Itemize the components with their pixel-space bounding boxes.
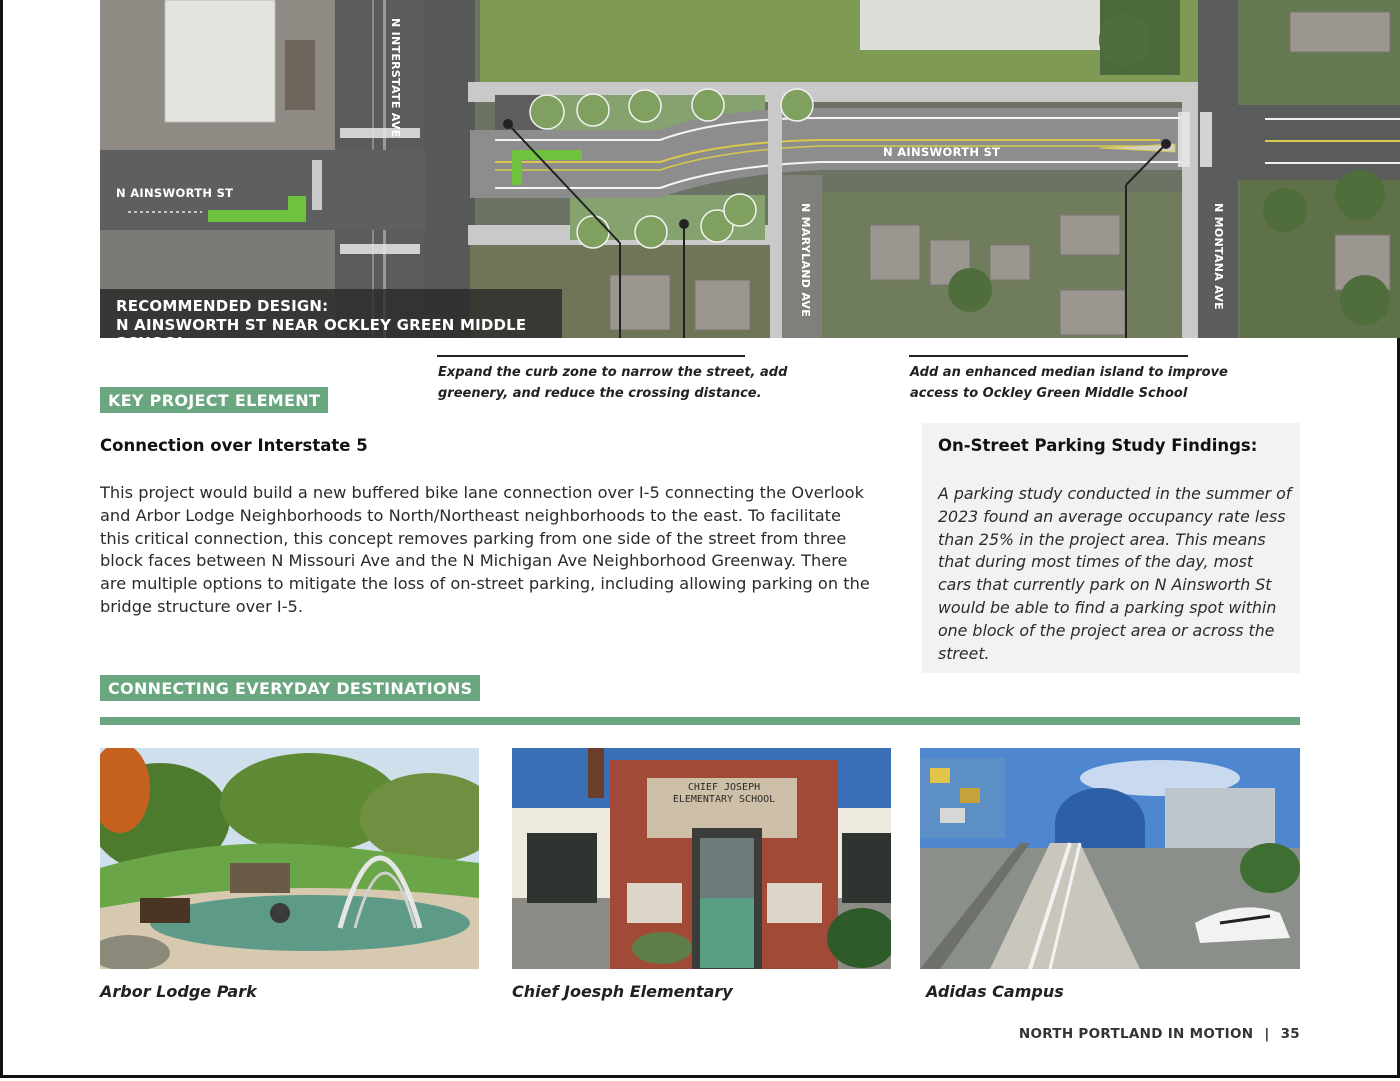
callout-curb-rule — [437, 355, 745, 357]
street-label-montana: N MONTANA AVE — [1212, 203, 1225, 310]
photo-chief-joseph-elementary — [512, 748, 891, 969]
street-label-interstate: N INTERSTATE AVE — [389, 18, 402, 138]
description-line: and Arbor Lodge Neighborhoods to North/Northeast neighborhoods to the east. To facilitate — [100, 505, 841, 525]
sidebar-line: that during most times of the day, most — [938, 552, 1254, 572]
sidebar-line: would be able to find a parking spot within — [938, 597, 1277, 617]
page-footer — [1019, 1026, 1300, 1042]
campus-image — [920, 748, 1300, 969]
park-image — [100, 748, 479, 969]
street-label-ainsworth-main: N AINSWORTH ST — [883, 145, 1001, 159]
callout-curb — [438, 362, 787, 404]
sidebar-line: street. — [938, 643, 990, 663]
callout-median — [910, 362, 1228, 404]
project-description — [100, 482, 870, 619]
sidebar-line: one block of the project area or across the — [938, 620, 1275, 640]
sidebar-title: On-Street Parking Study Findings: — [938, 436, 1258, 455]
callout-curb-line1: Expand the curb zone to narrow the street, add — [438, 365, 788, 380]
description-line: are multiple options to mitigate the loss of on-street parking, including allowing parking on the — [100, 574, 870, 594]
callout-curb-line2: greenery, and reduce the crossing distance. — [438, 386, 762, 401]
parking-study-sidebar — [922, 423, 1300, 673]
caption-chief-joseph-elementary: Chief Joesph Elementary — [512, 982, 733, 1001]
section-heading: Connection over Interstate 5 — [100, 436, 368, 455]
footer-separator: | — [1264, 1026, 1270, 1042]
page-number: 35 — [1280, 1026, 1300, 1042]
description-line: block faces between N Missouri Ave and the N Michigan Ave Neighborhood Greenway. There — [100, 551, 848, 571]
callout-median-line1: Add an enhanced median island to improve — [910, 365, 1228, 380]
sidebar-line: 2023 found an average occupancy rate less — [938, 506, 1286, 526]
description-line: This project would build a new buffered bike lane connection over I-5 connecting the Overlook — [100, 483, 864, 502]
sidebar-text — [938, 483, 1293, 665]
school-sign-line2: ELEMENTARY SCHOOL — [672, 794, 776, 805]
destinations-tag: CONNECTING EVERYDAY DESTINATIONS — [100, 675, 480, 701]
caption-arbor-lodge-park: Arbor Lodge Park — [100, 982, 257, 1001]
photo-adidas-campus — [920, 748, 1300, 969]
design-label-line2: N AINSWORTH ST NEAR OCKLEY GREEN MIDDLE SCHOOL — [116, 316, 527, 352]
section-divider — [100, 717, 1300, 725]
key-project-element-tag: KEY PROJECT ELEMENT — [100, 387, 328, 413]
design-label-box — [100, 289, 562, 352]
callout-median-rule — [909, 355, 1188, 357]
map-artwork — [100, 0, 1400, 338]
callout-median-line2: access to Ockley Green Middle School — [910, 386, 1188, 401]
design-label-line1: RECOMMENDED DESIGN: — [116, 297, 329, 315]
footer-publication: NORTH PORTLAND IN MOTION — [1018, 1026, 1254, 1042]
sidebar-line: A parking study conducted in the summer of — [938, 484, 1292, 503]
description-line: bridge structure over I-5. — [100, 596, 303, 616]
aerial-map — [100, 0, 1400, 338]
school-image — [512, 748, 891, 969]
caption-adidas-campus: Adidas Campus — [926, 982, 1064, 1001]
street-label-ainsworth-left: N AINSWORTH ST — [116, 186, 234, 200]
sidebar-line: than 25% in the project area. This means — [938, 529, 1266, 549]
description-line: this critical connection, this concept removes parking from one side of the street from three — [100, 528, 847, 548]
school-sign-line1: CHIEF JOSEPH — [687, 782, 761, 793]
sidebar-line: cars that currently park on N Ainsworth St — [938, 575, 1272, 595]
photo-arbor-lodge-park — [100, 748, 479, 969]
street-label-maryland: N MARYLAND AVE — [799, 203, 812, 318]
